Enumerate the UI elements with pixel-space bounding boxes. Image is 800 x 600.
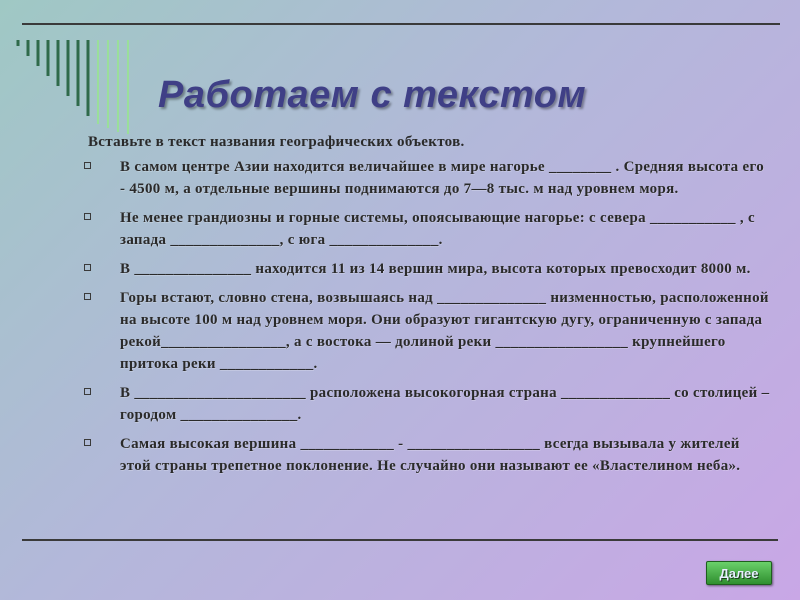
square-bullet-icon (84, 264, 91, 271)
decorative-stripes-icon (0, 0, 140, 140)
square-bullet-icon (84, 439, 91, 446)
square-bullet-icon (84, 293, 91, 300)
instruction-text: Вставьте в текст названия географических объектов. (88, 134, 465, 150)
list-item (80, 258, 780, 280)
exercise-list (80, 156, 780, 484)
square-bullet-icon (84, 388, 91, 395)
list-item (80, 433, 780, 477)
list-item (80, 382, 780, 426)
list-item-text: Самая высокая вершина ____________ - _________________ всегда вызывала у жителей этой страны трепетное поклонение. Не случайно они называют ее «Властелином неба». (120, 436, 741, 474)
list-item-text: Не менее грандиозны и горные системы, опоясывающие нагорье: с севера ___________ , с запада ______________, с юга ______________. (120, 210, 755, 248)
list-item (80, 207, 780, 251)
bottom-divider (22, 539, 778, 541)
list-item (80, 287, 780, 375)
list-item-text: В самом центре Азии находится величайшее в мире нагорье ________ . Средняя высота его - 4500 м, а отдельные вершины поднимаются до 7—8 тыс. м над уровнем моря. (120, 159, 765, 197)
square-bullet-icon (84, 213, 91, 220)
list-item-text: В _______________ находится 11 из 14 вершин мира, высота которых превосходит 8000 м. (120, 261, 751, 277)
list-item-text: В ______________________ расположена высокогорная страна ______________ со столицей – городом _______________. (120, 385, 770, 423)
list-item (80, 156, 780, 200)
next-button[interactable]: Далее (706, 561, 772, 585)
slide-title: Работаем с текстом (158, 74, 587, 116)
list-item-text: Горы встают, словно стена, возвышаясь над ______________ низменностью, расположенной на высоте 100 м над уровнем моря. Они образуют гигантскую дугу, ограниченную с запада рекой________________, а с востока — долиной реки _________________ крупнейшего притока реки ____________. (120, 290, 769, 372)
square-bullet-icon (84, 162, 91, 169)
